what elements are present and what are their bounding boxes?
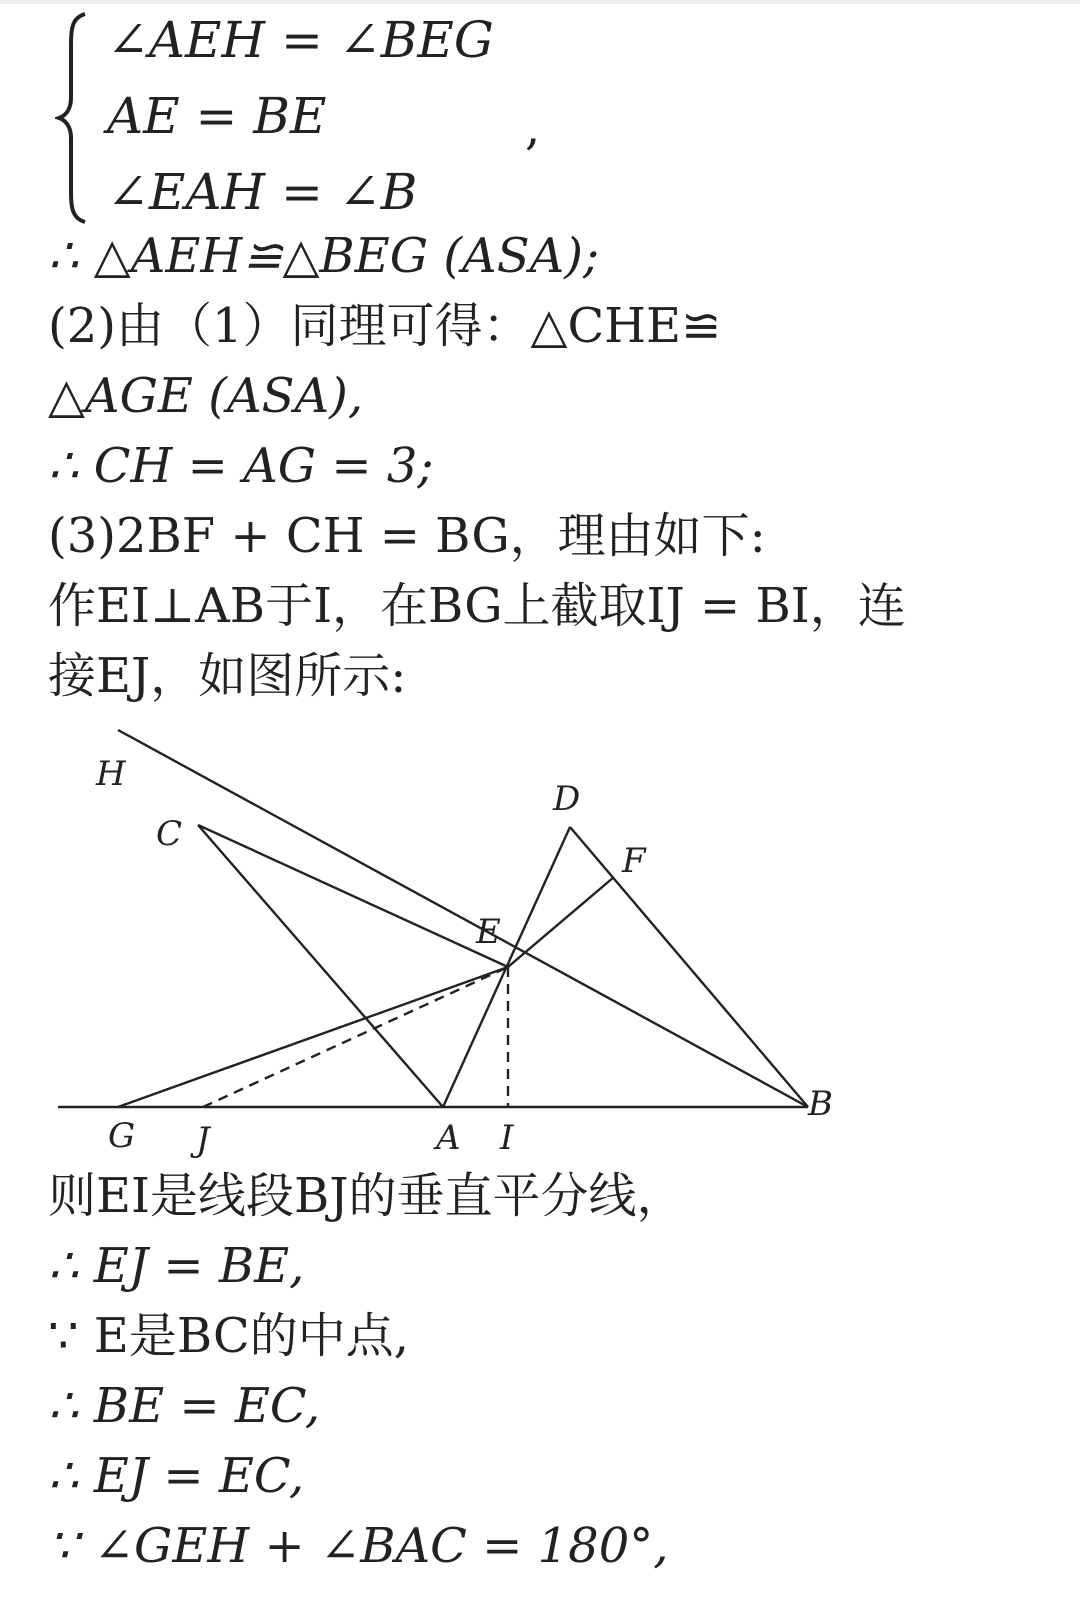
label-i: I [500, 1118, 514, 1158]
segment-ce [198, 825, 508, 967]
left-brace [55, 10, 95, 225]
geometry-figure [48, 715, 868, 1165]
label-j: J [196, 1120, 210, 1160]
segment-je-dashed [203, 967, 508, 1107]
line-part-2: (2)由（1）同理可得：△CHE≌ [48, 298, 722, 354]
line-construction: 作EI⊥AB于I，在BG上截取IJ = BI，连 [48, 578, 906, 634]
system-comma: , [525, 100, 541, 156]
line-conclusion-1: ∴ △AEH≌△BEG (ASA); [48, 228, 600, 284]
system-row-3: ∠EAH = ∠B [107, 163, 418, 221]
line-angle-sum: ∵ ∠GEH + ∠BAC = 180°, [48, 1518, 669, 1574]
segment-hb [118, 730, 808, 1107]
line-ej-be: ∴ EJ = BE, [48, 1238, 305, 1294]
label-d: D [553, 779, 581, 819]
line-part-3: (3)2BF + CH = BG，理由如下: [48, 508, 766, 564]
segment-ge [118, 967, 508, 1107]
label-a: A [436, 1118, 461, 1158]
label-h: H [96, 754, 126, 794]
line-construction-cont: 接EJ，如图所示: [48, 648, 407, 704]
line-perpendicular-bisector: 则EI是线段BJ的垂直平分线， [48, 1168, 685, 1224]
system-row-2: AE = BE [107, 87, 327, 145]
system-row-1: ∠AEH = ∠BEG [107, 11, 494, 69]
line-ch-ag: ∴ CH = AG = 3; [48, 438, 434, 494]
line-part-2-cont: △AGE (ASA), [48, 368, 364, 424]
label-g: G [108, 1116, 136, 1156]
line-e-midpoint: ∵ E是BC的中点, [48, 1308, 409, 1364]
segment-ef [508, 877, 614, 967]
equation-system [55, 10, 615, 225]
segment-db [570, 827, 808, 1107]
line-ej-ec: ∴ EJ = EC, [48, 1448, 305, 1504]
label-f: F [622, 841, 646, 881]
top-divider [0, 0, 1080, 4]
line-be-ec: ∴ BE = EC, [48, 1378, 321, 1434]
label-b: B [808, 1084, 833, 1124]
label-c: C [156, 814, 183, 854]
label-e: E [476, 912, 501, 952]
